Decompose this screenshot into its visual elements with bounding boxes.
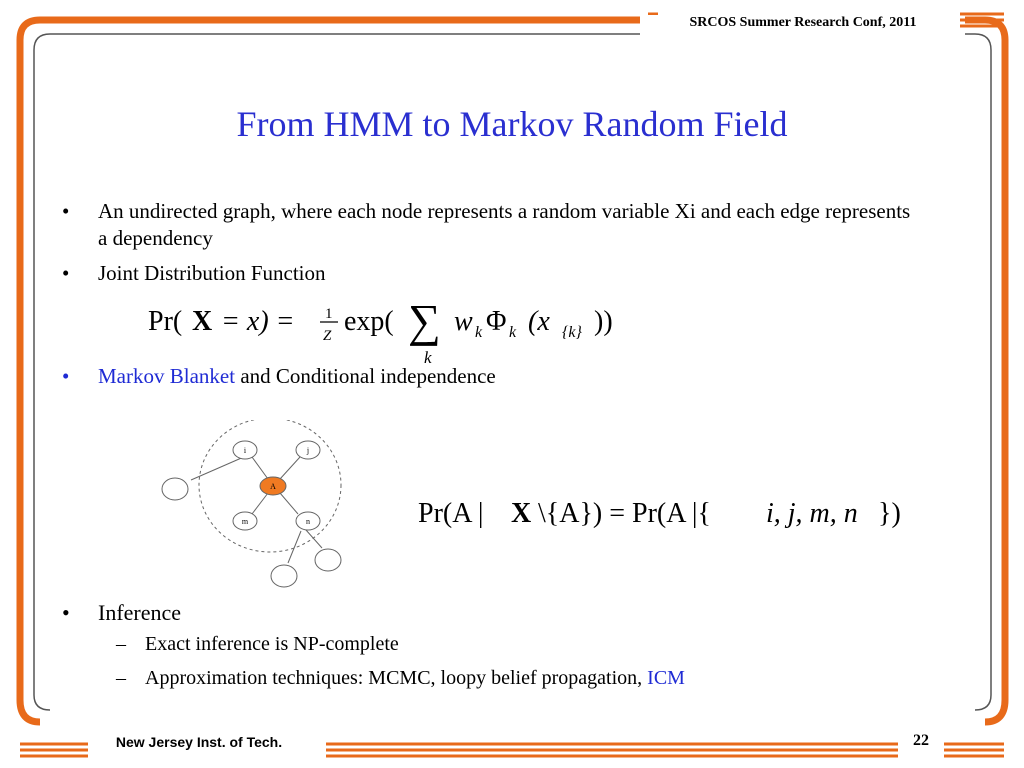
formula-arg-sub: {k}	[562, 324, 582, 341]
node-label-n: n	[306, 517, 310, 526]
bullet-icon: •	[62, 364, 70, 388]
graph-edge	[306, 530, 322, 548]
formula-w-sub: k	[475, 324, 483, 341]
formula-phi-sub: k	[509, 324, 517, 341]
slide-title: From HMM to Markov Random Field	[236, 104, 788, 144]
conference-header: SRCOS Summer Research Conf, 2011	[648, 15, 958, 31]
formula-phi: Φ	[486, 306, 507, 337]
formula-pr: Pr(	[148, 306, 183, 337]
sub-item-approximation	[62, 661, 922, 695]
joint-distribution-formula	[148, 288, 668, 378]
graph-edge	[191, 456, 246, 480]
blanket-lhs-post: \{A}) = Pr(A |{	[538, 498, 711, 529]
bullet-text: An undirected graph, where each node represents a random variable Xi and each edge represents a dependency	[98, 199, 911, 250]
graph-edge	[280, 457, 300, 479]
dash-icon: –	[116, 633, 126, 655]
bullet-icon: •	[62, 261, 70, 285]
sub-item-text: Exact inference is NP-complete	[145, 633, 399, 655]
inference-section	[62, 598, 922, 695]
graph-node-outer	[271, 565, 297, 587]
graph-edge	[280, 493, 298, 514]
bullet-icon: •	[62, 199, 70, 223]
markov-blanket-link[interactable]: Markov Blanket	[98, 364, 236, 388]
formula-frac-den: Z	[323, 328, 332, 344]
bullet-text: and Conditional independence	[240, 364, 496, 388]
formula-eq: = x) =	[221, 306, 295, 337]
inference-heading: Inference	[98, 600, 182, 625]
formula-close: ))	[594, 306, 613, 337]
graph-node-outer	[315, 549, 341, 571]
bullet-inference	[62, 598, 922, 627]
blanket-close: })	[878, 498, 901, 529]
icm-link[interactable]: ICM	[647, 667, 685, 689]
graph-edge	[252, 493, 268, 514]
bullet-icon: •	[62, 600, 70, 625]
node-label-j: j	[306, 446, 310, 455]
blanket-vars: i, j, m, n	[766, 498, 858, 529]
bullet-joint-distribution	[62, 260, 922, 287]
bullet-text: Joint Distribution Function	[98, 261, 326, 285]
formula-exp: exp(	[344, 306, 394, 337]
sub-item-exact-inference	[62, 627, 922, 661]
node-label-i: i	[243, 446, 247, 455]
blanket-X: X	[511, 498, 532, 529]
node-label-A: A	[270, 482, 276, 491]
formula-sigma: ∑	[408, 295, 441, 346]
dash-icon: –	[116, 667, 126, 689]
footer-institution: New Jersey Inst. of Tech.	[92, 734, 306, 750]
graph-edge	[252, 457, 268, 479]
formula-X: X	[192, 306, 213, 337]
blanket-lhs-pre: Pr(A |	[418, 498, 484, 529]
sub-item-text: Approximation techniques: MCMC, loopy belief propagation,	[145, 667, 643, 689]
bullet-undirected-graph	[62, 198, 922, 252]
node-label-m: m	[241, 517, 249, 526]
graph-edge	[288, 531, 301, 563]
graph-node-outer	[162, 478, 188, 500]
formula-frac-num: 1	[325, 306, 333, 322]
formula-arg: (x	[528, 306, 550, 337]
page-number: 22	[902, 732, 940, 750]
formula-sigma-sub: k	[424, 348, 432, 367]
formula-w: w	[454, 306, 473, 337]
markov-blanket-formula	[418, 488, 938, 538]
markov-blanket-graph	[156, 420, 356, 590]
